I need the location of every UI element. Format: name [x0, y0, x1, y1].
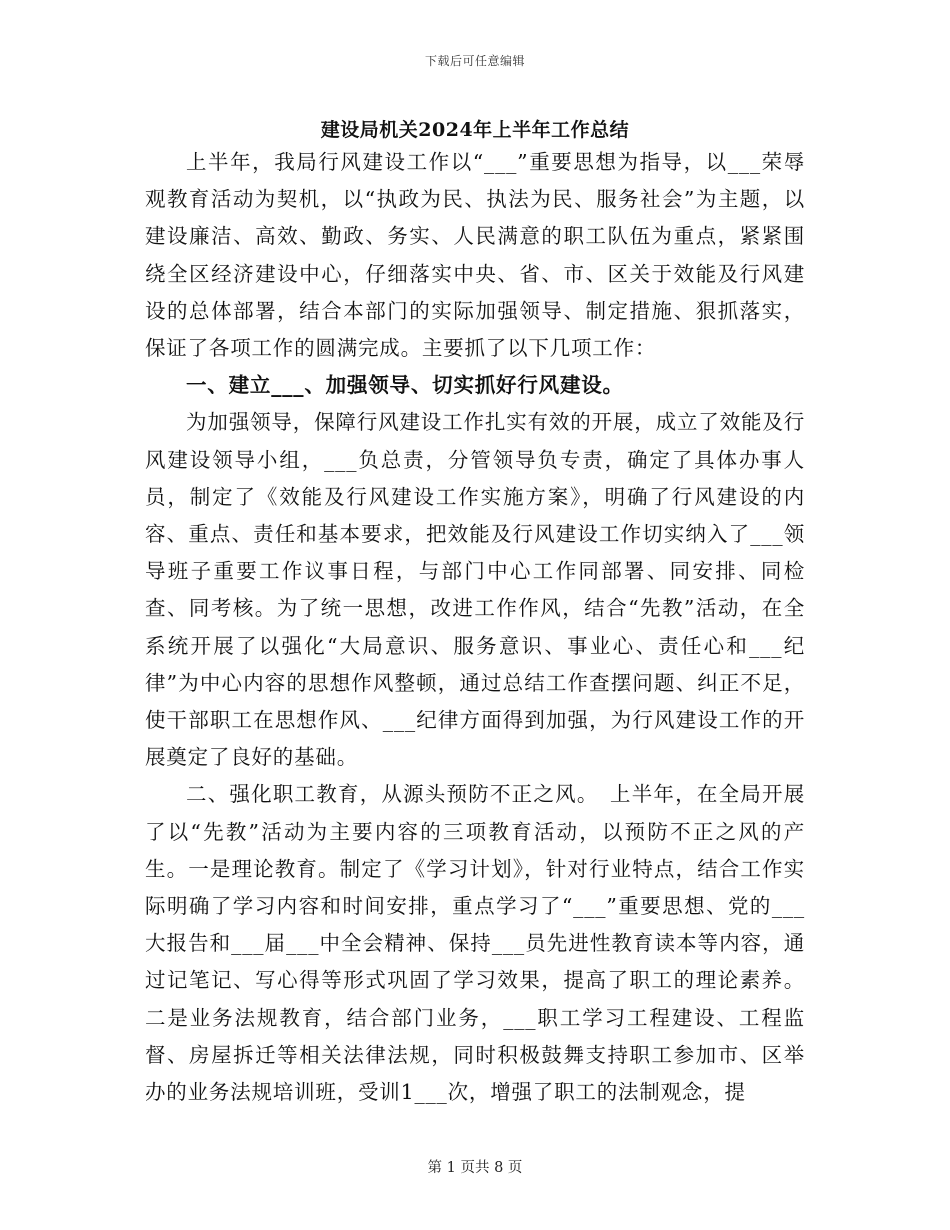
intro-paragraph: 上半年，我局行风建设工作以“___”重要思想为指导，以___荣辱观教育活动为契机，以“执政为民、执法为民、服务社会”为主题，以建设廉洁、高效、勤政、务实、人民满意的职工队伍为重点，紧紧围绕全区经济建设中心，仔细落实中央、省、市、区关于效能及行风建设的总体部署，结合本部门的实际加强领导、制定措施、狠抓落实，保证了各项工作的圆满完成。主要抓了以下几项工作： — [145, 150, 805, 361]
document-body — [145, 144, 805, 1111]
page-header-note: 下载后可任意编辑 — [424, 54, 525, 68]
section-heading-1: 一、建立___、加强领导、切实抓好行风建设。 — [186, 373, 624, 398]
section-2-paragraph: 二、强化职工教育，从源头预防不正之风。 上半年，在全局开展了以“先教”活动为主要内容的三项教育活动，以预防不正之风的产生。一是理论教育。制定了《学习计划》，针对行业特点，结合工作实际明确了学习内容和时间安排，重点学习了“___”重要思想、党的___大报告和___届___中全会精神、保持___员先进性教育读本等内容，通过记笔记、写心得等形式巩固了学习效果，提高了职工的理论素养。二是业务法规教育，结合部门业务，___职工学习工程建设、工程监督、房屋拆迁等相关法律法规，同时积极鼓舞支持职工参加市、区举办的业务法规培训班，受训1___次，增强了职工的法制观念，提 — [145, 782, 805, 1105]
section-1-paragraph: 为加强领导，保障行风建设工作扎实有效的开展，成立了效能及行风建设领导小组，___负总责，分管领导负专责，确定了具体办事人员，制定了《效能及行风建设工作实施方案》，明确了行风建设的内容、重点、责任和基本要求，把效能及行风建设工作切实纳入了___领导班子重要工作议事日程，与部门中心工作同部署、同安排、同检查、同考核。为了统一思想，改进工作作风，结合“先教”活动，在全系统开展了以强化“大局意识、服务意识、事业心、责任心和___纪律”为中心内容的思想作风整顿，通过总结工作查摆问题、纠正不足，使干部职工在思想作风、___纪律方面得到加强，为行风建设工作的开展奠定了良好的基础。 — [145, 410, 805, 770]
document-title: 建设局机关2024年上半年工作总结 — [320, 119, 630, 141]
page-number: 第 1 页共 8 页 — [427, 1160, 523, 1176]
